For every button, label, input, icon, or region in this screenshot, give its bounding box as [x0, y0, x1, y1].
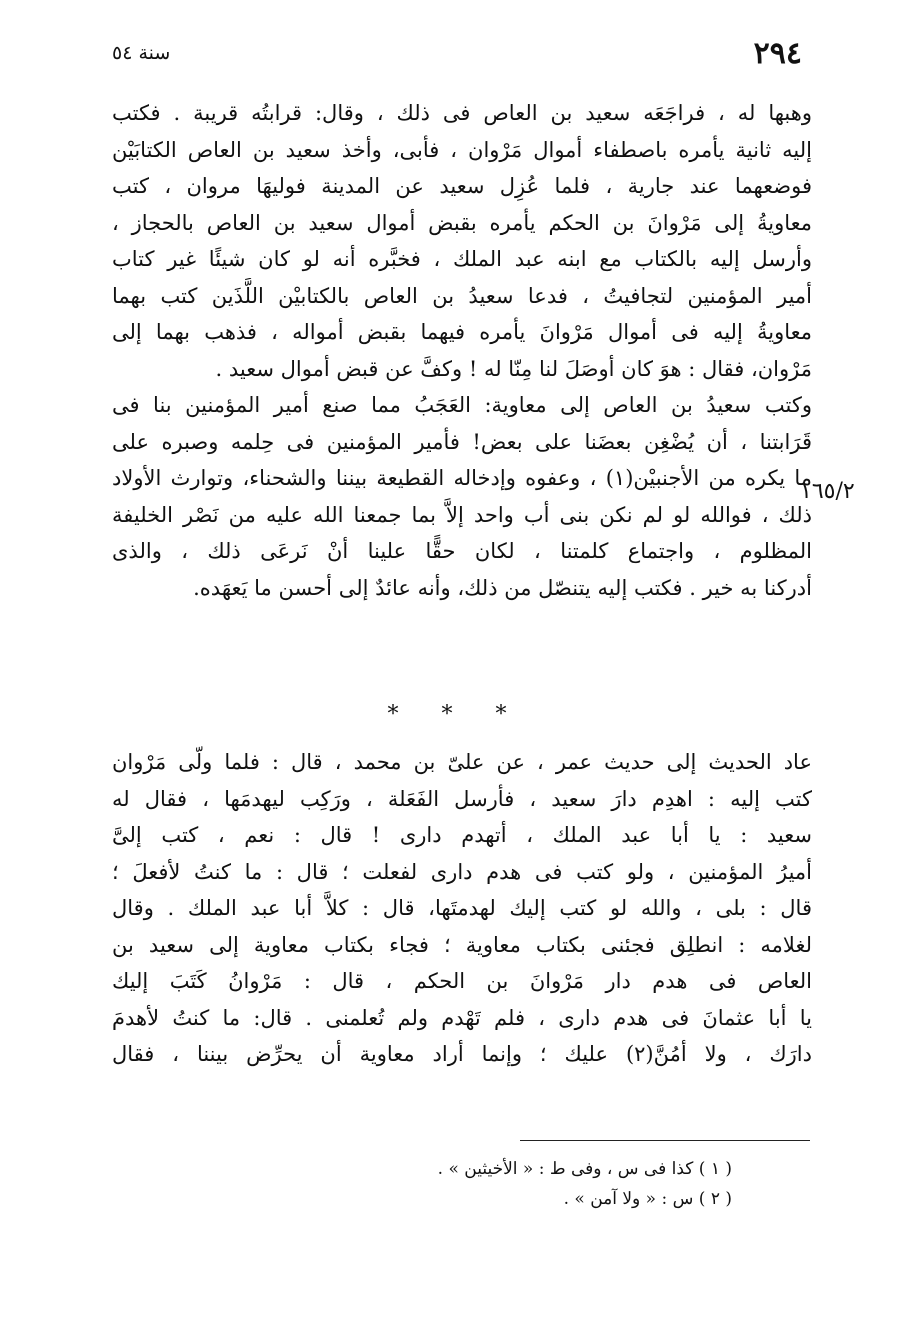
footnote-divider	[520, 1140, 810, 1141]
text-line: دارَك ، ولا أمُنَّ(٢) عليك ؛ وإنما أراد معاوية أن يحرِّض بيننا ، فقال	[112, 1042, 812, 1066]
text-line: أدركنا به خير . فكتب إليه يتنصّل من ذلك، وأنه عائدٌ إلى أحسن ما يَعهَده.	[193, 575, 812, 600]
text-line: قَرَابتنا ، أن يُضْغِن بعضَنا على بعض! فأمير المؤمنين فى حِلمه وصبره على	[112, 429, 812, 454]
footnote-1: ( ١ ) كذا فى س ، وفى ط : « الأخيثين » .	[437, 1159, 732, 1179]
text-line: يا أبا عثمانَ فى هدم دارى ، فلم تَهْدم ولم تُعلمنى . قال: ما كنتُ لأهدمَ	[112, 1005, 812, 1030]
text-line: وأرسل إليه بالكتاب مع ابنه عبد الملك ، فخبَّره أنه لو كان شيئًا غير كتاب	[112, 247, 812, 271]
text-line: أمير المؤمنين لتجافيتُ ، فدعا سعيدُ بن العاص بالكتابيْن اللَّذَين كتب بهما	[112, 283, 812, 308]
text-line: ذلك ، فوالله لو لم نكن بنى أب واحد إلاَّ بما جمعنا الله عليه من نَصْر الخليفة	[112, 502, 812, 527]
main-text-bottom	[112, 744, 812, 1073]
text-line: المظلوم ، واجتماع كلمتنا ، لكان حقًّا علينا أنْ نَرعَى ذلك ، والذى	[112, 539, 812, 563]
text-line: العاص فى هدم دار مَرْوانَ بن الحكم ، قال : مَرْوانُ كَتَبَ إليك	[112, 969, 812, 993]
text-line: معاويةُ إليه فى أموال مَرْوانَ يأمره فيهما بقبض أمواله ، فذهب بهما إلى	[112, 320, 812, 344]
text-line: قال : بلى ، والله لو كتب إليك لهدمتَها، قال : كلاَّ أبا عبد الملك . وقال	[112, 896, 812, 920]
page-number: ٢٩٤	[753, 36, 802, 71]
text-line: كتب إليه : اهدِم دارَ سعيد ، فأرسل الفَعَلة ، ورَكِب ليهدمَها ، فقال له	[112, 786, 812, 811]
margin-reference: ١٦٥/٢	[800, 479, 855, 504]
text-line: فوضعهما عند جارية ، فلما عُزِل سعيد عن المدينة فوليهَا مروان ، كتب	[112, 174, 812, 198]
text-line: إليه ثانية يأمره باصطفاء أموال مَرْوان ، فأبى، وأخذ سعيد بن العاص الكتابَيْن	[112, 137, 812, 162]
running-header-year: سنة ٥٤	[112, 42, 171, 64]
text-line: ما يكره من الأجنبيْن(١) ، وعفوه وإدخاله القطيعة بيننا والشحناء، وتوارث الأولاد	[112, 466, 812, 490]
text-line: سعيد : يا أبا عبد الملك ، أتهدم دارى ! قال : نعم ، كتب إلىَّ	[112, 823, 812, 847]
text-line: لغلامه : انطلِق فجئنى بكتاب معاوية ؛ فجاء بكتاب معاوية إلى سعيد بن	[112, 932, 812, 957]
footnote-2: ( ٢ ) س : « ولا آمن » .	[563, 1189, 732, 1209]
text-line: وهبها له ، فراجَعَه سعيد بن العاص فى ذلك ، وقال: قرابتُه قريبة . فكتب	[112, 101, 812, 125]
footnotes	[172, 1154, 732, 1214]
text-line: أميرُ المؤمنين ، ولو كتب فى هدم دارى لفعلت ؛ قال : ما كنتُ لأفعلَ ؛	[112, 859, 812, 884]
text-line: مَرْوان، فقال : هوَ كان أوصَلَ لنا مِنّا له ! وكفَّ عن قبض أموال سعيد .	[215, 356, 812, 381]
text-line: معاويةُ إلى مَرْوانَ بن الحكم يأمره بقبض أموال سعيد بن العاص بالحجاز ،	[112, 210, 812, 235]
text-line: عاد الحديث إلى حديث عمر ، عن علىّ بن محمد ، قال : فلما ولّى مَرْوان	[112, 750, 812, 774]
text-line: وكتب سعيدُ بن العاص إلى معاوية: العَجَبُ مما صنع أمير المؤمنين بنا فى	[112, 393, 812, 417]
section-separator: * * *	[387, 702, 525, 727]
main-text-top	[112, 95, 812, 606]
